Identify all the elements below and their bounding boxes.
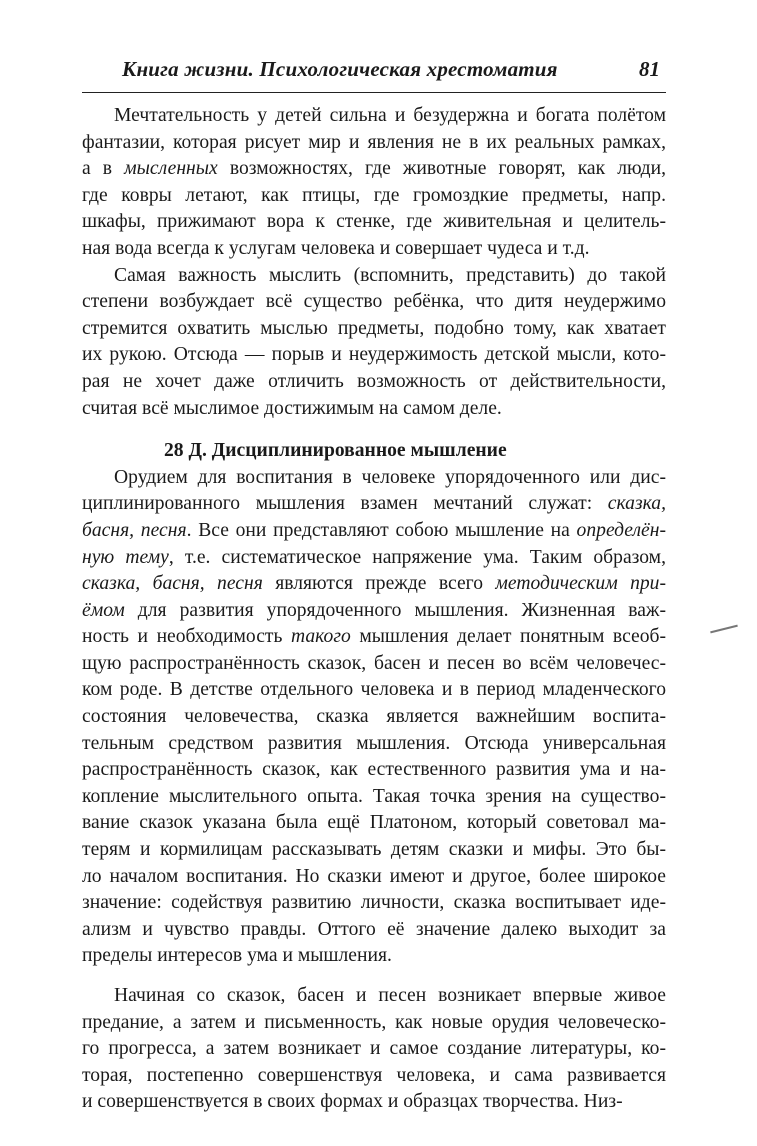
text-run: значение: содействуя развитию личности, сказка воспитывает иде- (82, 892, 666, 914)
margin-pencil-mark (710, 625, 738, 634)
text-run: для развития упорядоченного мышления. Жизненная важ- (124, 599, 666, 621)
text-line (82, 545, 666, 572)
paragraph (82, 465, 666, 970)
text-line (82, 651, 666, 678)
text-run: а в (82, 158, 125, 180)
text-line (82, 983, 666, 1010)
text-line (82, 209, 666, 236)
text-run: Мечтательность у детей сильна и безудержна и богата полётом (114, 105, 666, 126)
text-run: возможностях, где животные говорят, как люди, (217, 158, 666, 180)
text-line (82, 1010, 666, 1037)
text-line (82, 917, 666, 944)
text-line (82, 342, 666, 369)
page-body (82, 103, 666, 1116)
text-line (82, 369, 666, 396)
text-run: циплинированного мышления взамен мечтаний служат: (82, 493, 608, 515)
text-line (82, 1036, 666, 1063)
italic-run: басня, песня (82, 519, 187, 541)
text-run: степени возбуждает всё существо ребёнка, что дитя неудержимо (82, 291, 666, 313)
text-run: где ковры летают, как птицы, где громоздкие предметы, напр. (82, 184, 666, 206)
text-run: . Все они представляют собою мышление на (186, 519, 577, 541)
text-line (82, 810, 666, 837)
text-line (82, 316, 666, 343)
text-line (82, 943, 666, 970)
spacer (82, 970, 666, 983)
text-run: Начиная со сказок, басен и песен возникает впервые живое (114, 985, 666, 1006)
italic-run: такого (290, 626, 351, 648)
text-line (82, 1089, 666, 1116)
text-run: их рукою. Отсюда — порыв и неудержимость детской мысли, кото- (82, 344, 666, 366)
text-run: фантазии, которая рисует мир и явления не в их реальных рамках, (82, 131, 666, 153)
italic-run: методическим при- (495, 573, 667, 595)
text-line (82, 571, 666, 598)
spacer (82, 422, 666, 438)
italic-run: сказка, (607, 493, 666, 515)
text-run: копление мыслительного опыта. Такая точка зрения на существо- (82, 785, 666, 807)
text-run: рая не хочет даже отличить возможность от действительности, (82, 370, 666, 392)
text-line (82, 784, 666, 811)
running-header (82, 52, 666, 93)
text-run: терям и кормилицам рассказывать детям сказки и мифы. Это бы- (82, 839, 666, 861)
italic-run: мысленных (124, 158, 218, 180)
text-run: щую распространённость сказок, басен и песен во всём человечес- (82, 652, 666, 674)
text-run: ность и необходимость (82, 626, 291, 648)
text-line (82, 837, 666, 864)
text-run: ная вода всегда к услугам человека и совершает чудеса и т.д. (82, 237, 590, 259)
text-run: являются прежде всего (262, 573, 496, 595)
text-run: ализм и чувство правды. Оттого её значение далеко выходит за (82, 918, 666, 940)
text-line (82, 236, 666, 263)
text-run: вание сказок указана была ещё Платоном, который советовал ма- (82, 812, 666, 834)
text-run: стремится охватить мыслью предметы, подобно тому, как хватает (82, 317, 666, 339)
italic-run: ную тему (82, 546, 169, 568)
text-run: Самая важность мыслить (вспомнить, представить) до такой (114, 264, 666, 286)
text-line (82, 677, 666, 704)
text-run: торая, постепенно совершенствуя человека, и сама развивается (82, 1064, 666, 1086)
text-line (82, 598, 666, 625)
paragraph (82, 983, 666, 1116)
text-line (82, 465, 666, 492)
italic-run: определён- (576, 519, 666, 541)
text-line (82, 1063, 666, 1090)
book-title: Книга жизни. Психологическая хрестоматия (122, 57, 558, 81)
text-line (82, 624, 666, 651)
text-line (82, 263, 666, 290)
text-run: тельным средством развития мышления. Отсюда универсальная (82, 732, 666, 754)
text-run: распространённость сказок, как естественного развития ума и на- (82, 759, 666, 781)
text-line (82, 518, 666, 545)
text-run: состояния человечества, сказка является важнейшим воспита- (82, 706, 666, 728)
text-line (82, 396, 666, 423)
text-run: , т.е. систематическое напряжение ума. Таким образом, (168, 546, 666, 568)
text-line (82, 491, 666, 518)
text-run: го прогресса, а затем возникает и самое создание литературы, ко- (82, 1038, 666, 1060)
text-run: пределы интересов ума и мышления. (82, 945, 392, 967)
text-line (82, 704, 666, 731)
paragraph (82, 263, 666, 423)
text-line (82, 130, 666, 157)
text-line (82, 183, 666, 210)
text-run: предание, а затем и письменность, как новые орудия человеческо- (82, 1011, 666, 1033)
paragraph (82, 103, 666, 263)
italic-run: сказка, басня, песня (82, 573, 263, 595)
text-line (82, 757, 666, 784)
text-run: Орудием для воспитания в человеке упорядоченного или дис- (114, 466, 666, 488)
text-line (82, 156, 666, 183)
page-number: 81 (639, 57, 660, 81)
text-line (82, 731, 666, 758)
text-run: считая всё мыслимое достижимым на самом деле. (82, 397, 502, 419)
text-run: и совершенствуется в своих формах и образцах творчества. Низ- (82, 1091, 623, 1113)
text-line (82, 289, 666, 316)
text-line (82, 890, 666, 917)
text-run: шкафы, прижимают вора к стенке, где живительная и целитель- (82, 211, 666, 233)
italic-run: ёмом (82, 599, 125, 621)
text-line (82, 103, 666, 130)
text-line (82, 864, 666, 891)
text-run: ком роде. В детстве отдельного человека и в период младенческого (82, 679, 666, 701)
text-run: мышления делает понятным всеоб- (350, 626, 666, 648)
text-run: ло началом воспитания. Но сказки имеют и другое, более широкое (82, 865, 666, 887)
section-heading: 28 Д. Дисциплинированное мышление (164, 440, 507, 462)
